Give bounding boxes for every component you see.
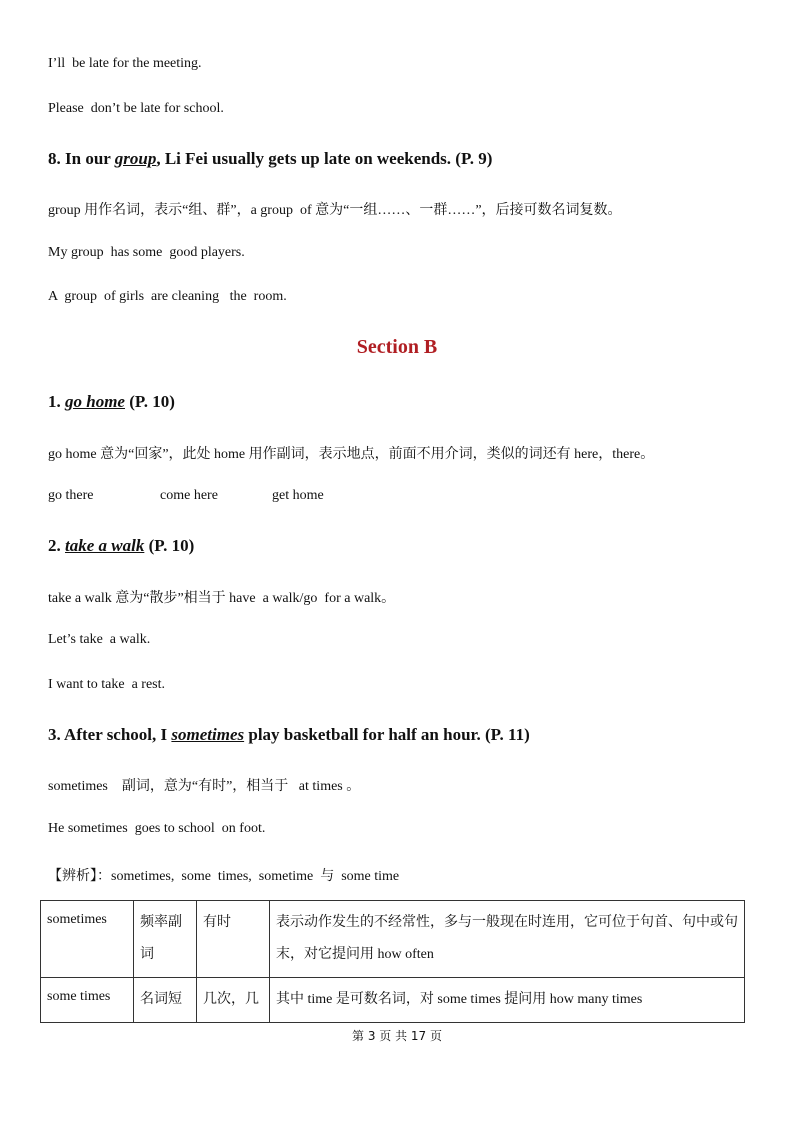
b2-example-1: Let’s take a walk. — [48, 632, 151, 647]
item-8-example-1: My group has some good players. — [48, 245, 245, 260]
table-row — [41, 901, 745, 978]
item-8-example-2: A group of girls are cleaning the room. — [48, 289, 287, 304]
b2-heading — [48, 536, 194, 556]
comparison-table — [40, 900, 745, 1023]
b1-word-1: go there — [48, 488, 94, 503]
table-cell-word: some times — [41, 978, 134, 1023]
page-footer: 第 3 页 共 17 页 — [352, 1029, 442, 1043]
table-cell-meaning: 有时 — [197, 901, 270, 978]
b1-word-3: get home — [272, 488, 324, 503]
item-8-note: group 用作名词，表示“组、群”，a group of 意为“一组……、一群……”，后接可数名词复数。 — [48, 203, 622, 218]
item-8-pre: 8. In our — [48, 149, 115, 168]
item-8-keyword: group — [114, 149, 157, 168]
b3-post: play basketball for half an hour. (P. 11) — [244, 725, 530, 744]
b3-keyword: sometimes — [171, 725, 245, 744]
b2-example-2: I want to take a rest. — [48, 677, 166, 692]
example-late-meeting: I’ll be late for the meeting. — [48, 56, 202, 71]
b3-heading — [48, 725, 530, 745]
b1-word-2: come here — [160, 488, 218, 503]
b2-note: take a walk 意为“散步”相当于 have a walk/go for a walk。 — [48, 591, 396, 606]
b1-note: go home 意为“回家”，此处 home 用作副词，表示地点，前面不用介词，类似的词还有 here，there。 — [48, 447, 655, 462]
b2-post: (P. 10) — [144, 536, 195, 555]
table-row — [41, 978, 745, 1023]
table-cell-meaning: 几次，几 — [197, 978, 270, 1023]
b3-pre: 3. After school, I — [48, 725, 172, 744]
table-cell-word: sometimes — [41, 901, 134, 978]
section-title: Section B — [356, 336, 438, 358]
table-cell-usage: 其中 time 是可数名词，对 some times 提问用 how many times — [270, 978, 745, 1023]
b3-example-1: He sometimes goes to school on foot. — [48, 821, 266, 836]
b1-post: (P. 10) — [124, 392, 175, 411]
table-cell-type: 频率副词 — [134, 901, 197, 978]
example-late-school: Please don’t be late for school. — [48, 101, 224, 116]
b2-pre: 2. — [48, 536, 65, 555]
b1-heading — [48, 392, 175, 412]
table-cell-usage: 表示动作发生的不经常性，多与一般现在时连用，它可位于句首、句中或句末，对它提问用 how often — [270, 901, 745, 978]
b1-keyword: go home — [65, 392, 125, 411]
item-8-post: , Li Fei usually gets up late on weekends. (P. 9) — [156, 149, 493, 168]
b2-keyword: take a walk — [65, 536, 145, 555]
b1-pre: 1. — [48, 392, 65, 411]
b3-analysis: 【辨析】：sometimes, some times, sometime 与 some time — [48, 869, 400, 884]
b3-note: sometimes 副词，意为“有时”，相当于 at times 。 — [48, 779, 361, 794]
table-cell-type: 名词短 — [134, 978, 197, 1023]
item-8-heading — [48, 149, 492, 169]
